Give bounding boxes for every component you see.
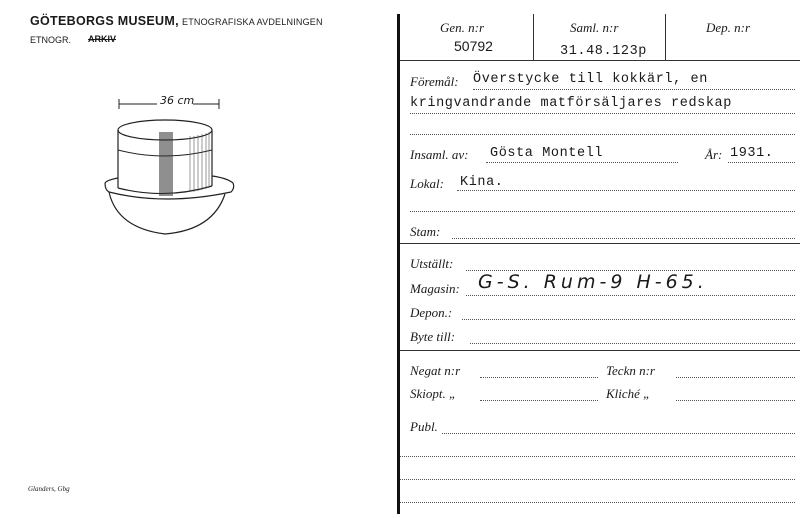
department-name: ETNOGRAFISKA AVDELNINGEN <box>182 17 323 27</box>
stam-dots <box>452 238 795 239</box>
magasin-value: G-S. Rum-9 H-65. <box>478 271 708 293</box>
etnogr-value: ARKIV <box>88 34 117 44</box>
ar-value: 1931. <box>730 146 774 161</box>
insaml-label: Insaml. av: <box>410 147 469 162</box>
lokal-label: Lokal: <box>410 176 444 191</box>
magasin-label: Magasin: <box>410 281 460 296</box>
magasin-dots <box>466 295 795 296</box>
depon-dots <box>462 319 795 320</box>
saml-value: 31.48.123p <box>560 44 648 59</box>
lokal-dots-1 <box>457 190 795 191</box>
publ-dots-1 <box>442 433 795 434</box>
stam-label: Stam: <box>410 224 441 239</box>
dimension-note: 36 cm <box>160 94 195 107</box>
foremal-line2: kringvandrande matförsäljares redskap <box>410 96 732 111</box>
byte-dots <box>470 343 795 344</box>
gen-value: 50792 <box>454 38 493 54</box>
ar-dots <box>728 162 795 163</box>
kliche-label: Kliché „ <box>606 386 651 401</box>
card-border <box>397 14 400 514</box>
foremal-dots-2 <box>410 113 795 114</box>
ar-label: År: <box>705 147 723 162</box>
skiopt-dots <box>480 400 598 401</box>
publ-label: Publ. <box>410 419 438 434</box>
printer-imprint: Glanders, Gbg <box>28 485 70 493</box>
kliche-dots <box>676 400 795 401</box>
publ-dots-2 <box>400 456 795 457</box>
dep-label: Dep. n:r <box>706 20 751 35</box>
foremal-label: Föremål: <box>410 74 459 89</box>
gen-label: Gen. n:r <box>440 20 485 35</box>
publ-dots-3 <box>400 479 795 480</box>
byte-label: Byte till: <box>410 329 456 344</box>
insaml-value: Gösta Montell <box>490 146 604 161</box>
publ-dots-4 <box>400 502 795 503</box>
lokal-dots-2 <box>410 211 795 212</box>
saml-label: Saml. n:r <box>570 20 619 35</box>
foremal-dots-3 <box>410 134 795 135</box>
header-divider-2 <box>665 14 666 60</box>
etnogr-label: ETNOGR. <box>30 35 72 45</box>
negat-label: Negat n:r <box>410 363 461 378</box>
header-rule <box>400 60 800 61</box>
foremal-dots-1 <box>473 89 795 90</box>
foremal-line1: Överstycke till kokkärl, en <box>473 72 708 87</box>
skiopt-label: Skiopt. „ <box>410 386 457 401</box>
middle-rule <box>400 243 800 244</box>
object-sketch <box>95 88 245 253</box>
utstallt-label: Utställt: <box>410 256 454 271</box>
museum-name: GÖTEBORGS MUSEUM, <box>30 14 179 28</box>
insaml-dots <box>486 162 678 163</box>
header-divider-1 <box>533 14 534 60</box>
lower-rule <box>400 350 800 351</box>
negat-dots <box>480 377 598 378</box>
teckn-label: Teckn n:r <box>606 363 655 378</box>
teckn-dots <box>676 377 795 378</box>
lokal-value: Kina. <box>460 175 504 190</box>
depon-label: Depon.: <box>410 305 453 320</box>
